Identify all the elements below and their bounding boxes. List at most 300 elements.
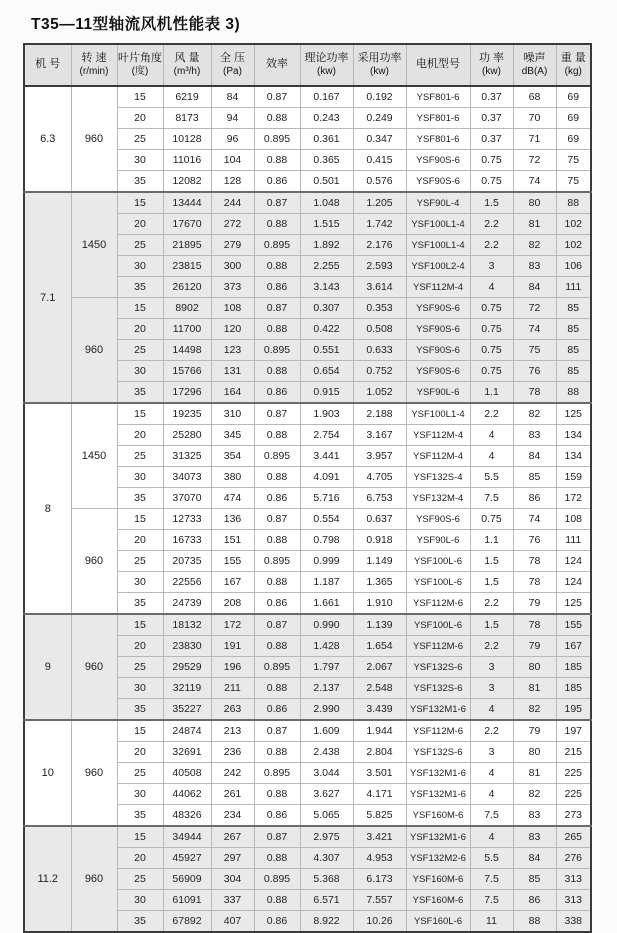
cell-weight: 134 [556,425,591,446]
cell-adopted-power: 0.347 [353,129,406,150]
cell-blade-angle: 20 [117,214,163,235]
cell-total-pressure: 261 [211,784,254,805]
cell-weight: 195 [556,699,591,721]
cell-theoretical-power: 0.167 [300,86,353,108]
cell-weight: 85 [556,361,591,382]
cell-noise: 84 [513,446,556,467]
cell-blade-angle: 20 [117,108,163,129]
cell-efficiency: 0.895 [254,763,300,784]
cell-adopted-power: 0.508 [353,319,406,340]
cell-efficiency: 0.86 [254,699,300,721]
cell-efficiency: 0.88 [254,150,300,171]
cell-weight: 85 [556,319,591,340]
cell-blade-angle: 30 [117,678,163,699]
col-header-noise: 噪声 dB(A) [513,44,556,86]
cell-total-pressure: 310 [211,403,254,425]
cell-theoretical-power: 2.990 [300,699,353,721]
cell-power: 3 [470,742,513,763]
cell-blade-angle: 35 [117,488,163,509]
cell-air-volume: 16733 [163,530,211,551]
cell-air-volume: 44062 [163,784,211,805]
cell-noise: 78 [513,614,556,636]
cell-efficiency: 0.87 [254,614,300,636]
cell-blade-angle: 35 [117,911,163,933]
col-header-blade-angle: 叶片角度 (度) [117,44,163,86]
cell-total-pressure: 167 [211,572,254,593]
cell-efficiency: 0.88 [254,742,300,763]
cell-power: 5.5 [470,848,513,869]
cell-power: 2.2 [470,636,513,657]
cell-power: 4 [470,425,513,446]
cell-noise: 83 [513,425,556,446]
cell-motor-model: YSF100L1-4 [406,214,470,235]
cell-motor-model: YSF132S-6 [406,657,470,678]
cell-total-pressure: 373 [211,277,254,298]
cell-noise: 86 [513,488,556,509]
cell-power: 1.5 [470,192,513,214]
cell-blade-angle: 15 [117,720,163,742]
cell-air-volume: 24874 [163,720,211,742]
cell-adopted-power: 0.353 [353,298,406,319]
cell-theoretical-power: 1.515 [300,214,353,235]
cell-theoretical-power: 0.915 [300,382,353,404]
cell-power: 1.5 [470,572,513,593]
cell-air-volume: 32119 [163,678,211,699]
cell-motor-model: YSF112M-6 [406,720,470,742]
cell-noise: 85 [513,869,556,890]
cell-noise: 83 [513,805,556,827]
cell-efficiency: 0.87 [254,509,300,530]
cell-power: 0.75 [470,509,513,530]
cell-blade-angle: 20 [117,742,163,763]
cell-adopted-power: 1.052 [353,382,406,404]
cell-adopted-power: 1.944 [353,720,406,742]
cell-noise: 82 [513,235,556,256]
cell-power: 3 [470,678,513,699]
cell-weight: 88 [556,382,591,404]
cell-blade-angle: 20 [117,425,163,446]
cell-air-volume: 34944 [163,826,211,848]
cell-noise: 85 [513,467,556,488]
cell-adopted-power: 4.953 [353,848,406,869]
cell-total-pressure: 474 [211,488,254,509]
cell-total-pressure: 380 [211,467,254,488]
speed-cell: 960 [71,86,117,192]
cell-blade-angle: 30 [117,256,163,277]
cell-adopted-power: 2.188 [353,403,406,425]
cell-blade-angle: 15 [117,403,163,425]
cell-power: 0.75 [470,340,513,361]
cell-total-pressure: 164 [211,382,254,404]
cell-adopted-power: 0.249 [353,108,406,129]
cell-motor-model: YSF90L-6 [406,530,470,551]
speed-cell: 960 [71,509,117,615]
cell-blade-angle: 35 [117,699,163,721]
cell-theoretical-power: 1.903 [300,403,353,425]
machine-no-cell: 8 [24,403,71,614]
cell-efficiency: 0.88 [254,636,300,657]
cell-air-volume: 21895 [163,235,211,256]
cell-noise: 74 [513,509,556,530]
machine-no-cell: 10 [24,720,71,826]
cell-adopted-power: 0.192 [353,86,406,108]
cell-noise: 84 [513,277,556,298]
cell-air-volume: 20735 [163,551,211,572]
cell-weight: 185 [556,678,591,699]
cell-weight: 85 [556,340,591,361]
cell-total-pressure: 108 [211,298,254,319]
cell-power: 5.5 [470,467,513,488]
cell-adopted-power: 4.171 [353,784,406,805]
cell-power: 4 [470,699,513,721]
cell-noise: 80 [513,192,556,214]
cell-power: 0.37 [470,108,513,129]
col-header-machine-no: 机 号 [24,44,71,86]
cell-efficiency: 0.88 [254,784,300,805]
cell-blade-angle: 15 [117,614,163,636]
cell-total-pressure: 279 [211,235,254,256]
cell-blade-angle: 25 [117,129,163,150]
cell-power: 3 [470,657,513,678]
cell-motor-model: YSF132M-4 [406,488,470,509]
cell-efficiency: 0.88 [254,214,300,235]
cell-efficiency: 0.87 [254,86,300,108]
col-header-theoretical-power: 理论功率 (kw) [300,44,353,86]
cell-air-volume: 17670 [163,214,211,235]
cell-theoretical-power: 5.065 [300,805,353,827]
cell-theoretical-power: 0.361 [300,129,353,150]
cell-power: 1.5 [470,614,513,636]
machine-no-cell: 11.2 [24,826,71,932]
cell-total-pressure: 84 [211,86,254,108]
cell-total-pressure: 407 [211,911,254,933]
cell-air-volume: 56909 [163,869,211,890]
cell-theoretical-power: 3.441 [300,446,353,467]
cell-noise: 83 [513,256,556,277]
machine-no-cell: 9 [24,614,71,720]
cell-weight: 185 [556,657,591,678]
speed-cell: 960 [71,614,117,720]
col-header-weight: 重 量 (kg) [556,44,591,86]
cell-air-volume: 12082 [163,171,211,193]
cell-noise: 74 [513,319,556,340]
cell-air-volume: 19235 [163,403,211,425]
col-header-efficiency: 效率 [254,44,300,86]
cell-weight: 125 [556,593,591,615]
col-header-power: 功 率 (kw) [470,44,513,86]
cell-theoretical-power: 0.307 [300,298,353,319]
cell-theoretical-power: 0.501 [300,171,353,193]
cell-weight: 155 [556,614,591,636]
speed-cell: 960 [71,298,117,404]
cell-total-pressure: 263 [211,699,254,721]
cell-efficiency: 0.895 [254,551,300,572]
cell-blade-angle: 20 [117,848,163,869]
cell-total-pressure: 213 [211,720,254,742]
cell-weight: 111 [556,530,591,551]
cell-noise: 81 [513,214,556,235]
col-header-total-pressure: 全 压 (Pa) [211,44,254,86]
cell-adopted-power: 4.705 [353,467,406,488]
cell-noise: 79 [513,636,556,657]
speed-cell: 960 [71,720,117,826]
cell-noise: 75 [513,340,556,361]
cell-efficiency: 0.88 [254,256,300,277]
cell-blade-angle: 30 [117,890,163,911]
cell-air-volume: 13444 [163,192,211,214]
cell-weight: 265 [556,826,591,848]
cell-blade-angle: 25 [117,340,163,361]
cell-noise: 79 [513,720,556,742]
cell-efficiency: 0.86 [254,911,300,933]
cell-power: 0.37 [470,86,513,108]
cell-power: 0.75 [470,361,513,382]
cell-theoretical-power: 3.044 [300,763,353,784]
cell-efficiency: 0.88 [254,848,300,869]
cell-power: 4 [470,277,513,298]
cell-noise: 78 [513,551,556,572]
cell-efficiency: 0.86 [254,488,300,509]
cell-noise: 82 [513,784,556,805]
cell-total-pressure: 191 [211,636,254,657]
cell-air-volume: 14498 [163,340,211,361]
cell-air-volume: 23815 [163,256,211,277]
cell-air-volume: 31325 [163,446,211,467]
cell-motor-model: YSF100L-6 [406,551,470,572]
cell-total-pressure: 96 [211,129,254,150]
cell-theoretical-power: 0.554 [300,509,353,530]
cell-noise: 81 [513,763,556,784]
cell-total-pressure: 234 [211,805,254,827]
cell-noise: 80 [513,742,556,763]
cell-power: 2.2 [470,403,513,425]
cell-theoretical-power: 2.754 [300,425,353,446]
table-row [24,614,591,636]
cell-blade-angle: 30 [117,572,163,593]
cell-efficiency: 0.86 [254,171,300,193]
cell-theoretical-power: 0.798 [300,530,353,551]
cell-air-volume: 26120 [163,277,211,298]
cell-total-pressure: 236 [211,742,254,763]
cell-noise: 79 [513,593,556,615]
cell-weight: 159 [556,467,591,488]
cell-motor-model: YSF90S-6 [406,361,470,382]
table-row [24,826,591,848]
col-header-motor-model: 电机型号 [406,44,470,86]
cell-blade-angle: 20 [117,319,163,340]
cell-noise: 74 [513,171,556,193]
cell-motor-model: YSF100L2-4 [406,256,470,277]
cell-theoretical-power: 1.428 [300,636,353,657]
cell-weight: 125 [556,403,591,425]
cell-efficiency: 0.895 [254,340,300,361]
cell-air-volume: 61091 [163,890,211,911]
cell-air-volume: 25280 [163,425,211,446]
cell-motor-model: YSF90L-4 [406,192,470,214]
cell-weight: 111 [556,277,591,298]
table-body [24,86,591,932]
cell-adopted-power: 2.548 [353,678,406,699]
col-header-speed: 转 速 (r/min) [71,44,117,86]
cell-weight: 75 [556,171,591,193]
cell-air-volume: 23830 [163,636,211,657]
cell-weight: 106 [556,256,591,277]
cell-motor-model: YSF90L-6 [406,382,470,404]
cell-air-volume: 67892 [163,911,211,933]
cell-efficiency: 0.86 [254,593,300,615]
cell-air-volume: 11016 [163,150,211,171]
cell-motor-model: YSF160M-6 [406,805,470,827]
cell-adopted-power: 1.139 [353,614,406,636]
cell-air-volume: 48326 [163,805,211,827]
cell-weight: 313 [556,869,591,890]
cell-adopted-power: 2.804 [353,742,406,763]
cell-noise: 88 [513,911,556,933]
cell-theoretical-power: 5.368 [300,869,353,890]
cell-total-pressure: 94 [211,108,254,129]
cell-blade-angle: 15 [117,298,163,319]
cell-theoretical-power: 4.091 [300,467,353,488]
cell-power: 1.5 [470,551,513,572]
cell-total-pressure: 300 [211,256,254,277]
cell-air-volume: 45927 [163,848,211,869]
cell-efficiency: 0.895 [254,657,300,678]
cell-adopted-power: 5.825 [353,805,406,827]
cell-theoretical-power: 0.422 [300,319,353,340]
cell-efficiency: 0.87 [254,192,300,214]
cell-blade-angle: 35 [117,805,163,827]
cell-efficiency: 0.895 [254,129,300,150]
cell-total-pressure: 208 [211,593,254,615]
cell-efficiency: 0.895 [254,869,300,890]
cell-motor-model: YSF100L-6 [406,572,470,593]
cell-noise: 86 [513,890,556,911]
cell-noise: 83 [513,826,556,848]
cell-blade-angle: 20 [117,530,163,551]
cell-theoretical-power: 0.365 [300,150,353,171]
fan-performance-table [23,43,592,933]
cell-noise: 81 [513,678,556,699]
table-row [24,720,591,742]
cell-blade-angle: 20 [117,636,163,657]
cell-theoretical-power: 1.661 [300,593,353,615]
cell-theoretical-power: 1.609 [300,720,353,742]
cell-weight: 69 [556,129,591,150]
cell-total-pressure: 242 [211,763,254,784]
cell-adopted-power: 1.910 [353,593,406,615]
cell-motor-model: YSF132M1-6 [406,784,470,805]
cell-total-pressure: 211 [211,678,254,699]
cell-adopted-power: 0.415 [353,150,406,171]
cell-motor-model: YSF112M-6 [406,593,470,615]
cell-motor-model: YSF90S-6 [406,509,470,530]
cell-adopted-power: 7.557 [353,890,406,911]
cell-motor-model: YSF100L1-4 [406,235,470,256]
cell-blade-angle: 35 [117,593,163,615]
cell-power: 4 [470,826,513,848]
cell-motor-model: YSF100L1-4 [406,403,470,425]
cell-efficiency: 0.88 [254,530,300,551]
cell-noise: 84 [513,848,556,869]
cell-efficiency: 0.895 [254,235,300,256]
cell-blade-angle: 25 [117,551,163,572]
cell-power: 0.75 [470,298,513,319]
cell-efficiency: 0.88 [254,572,300,593]
cell-air-volume: 32691 [163,742,211,763]
cell-total-pressure: 297 [211,848,254,869]
cell-weight: 75 [556,150,591,171]
cell-total-pressure: 304 [211,869,254,890]
cell-air-volume: 12733 [163,509,211,530]
cell-weight: 69 [556,86,591,108]
speed-cell: 1450 [71,403,117,509]
cell-air-volume: 40508 [163,763,211,784]
cell-air-volume: 11700 [163,319,211,340]
cell-power: 2.2 [470,720,513,742]
cell-total-pressure: 272 [211,214,254,235]
cell-efficiency: 0.88 [254,361,300,382]
speed-cell: 960 [71,826,117,932]
cell-total-pressure: 267 [211,826,254,848]
cell-adopted-power: 1.365 [353,572,406,593]
cell-blade-angle: 25 [117,657,163,678]
cell-air-volume: 17296 [163,382,211,404]
cell-theoretical-power: 4.307 [300,848,353,869]
cell-motor-model: YSF112M-4 [406,446,470,467]
cell-weight: 338 [556,911,591,933]
cell-weight: 69 [556,108,591,129]
cell-power: 11 [470,911,513,933]
cell-weight: 85 [556,298,591,319]
cell-adopted-power: 3.421 [353,826,406,848]
cell-theoretical-power: 1.187 [300,572,353,593]
cell-noise: 78 [513,572,556,593]
cell-efficiency: 0.895 [254,446,300,467]
cell-total-pressure: 354 [211,446,254,467]
cell-weight: 197 [556,720,591,742]
cell-efficiency: 0.87 [254,720,300,742]
cell-theoretical-power: 0.654 [300,361,353,382]
cell-power: 1.1 [470,382,513,404]
cell-adopted-power: 0.637 [353,509,406,530]
cell-power: 0.75 [470,319,513,340]
cell-adopted-power: 3.957 [353,446,406,467]
cell-total-pressure: 196 [211,657,254,678]
cell-air-volume: 37070 [163,488,211,509]
cell-air-volume: 22556 [163,572,211,593]
cell-noise: 80 [513,657,556,678]
cell-weight: 102 [556,214,591,235]
cell-motor-model: YSF132M2-6 [406,848,470,869]
cell-blade-angle: 30 [117,784,163,805]
cell-theoretical-power: 0.243 [300,108,353,129]
cell-weight: 276 [556,848,591,869]
cell-power: 7.5 [470,869,513,890]
cell-motor-model: YSF112M-6 [406,636,470,657]
cell-motor-model: YSF160M-6 [406,890,470,911]
cell-efficiency: 0.87 [254,403,300,425]
cell-blade-angle: 30 [117,467,163,488]
cell-adopted-power: 1.654 [353,636,406,657]
col-header-air-volume: 风 量 (m³/h) [163,44,211,86]
table-row [24,298,591,319]
cell-total-pressure: 151 [211,530,254,551]
cell-motor-model: YSF132M1-6 [406,763,470,784]
cell-theoretical-power: 6.571 [300,890,353,911]
cell-power: 4 [470,763,513,784]
cell-noise: 72 [513,150,556,171]
cell-weight: 134 [556,446,591,467]
